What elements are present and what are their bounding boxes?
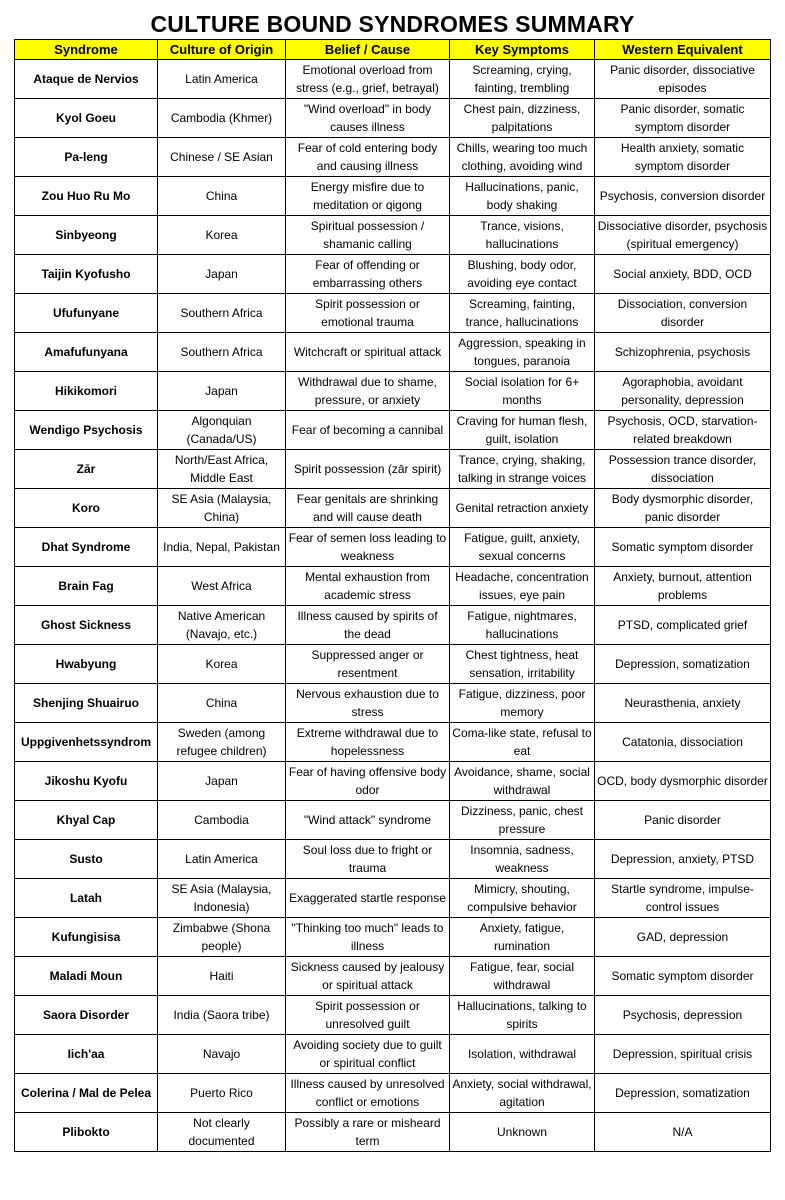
belief-cell: Withdrawal due to shame, pressure, or anxiety xyxy=(286,372,450,411)
symptoms-cell: Anxiety, social withdrawal, agitation xyxy=(450,1074,595,1113)
syndrome-cell: Ghost Sickness xyxy=(15,606,158,645)
syndrome-cell: Taijin Kyofusho xyxy=(15,255,158,294)
syndrome-cell: Plibokto xyxy=(15,1113,158,1152)
western-equivalent-cell: Depression, spiritual crisis xyxy=(595,1035,771,1074)
syndrome-cell: Susto xyxy=(15,840,158,879)
syndrome-cell: Jikoshu Kyofu xyxy=(15,762,158,801)
syndrome-cell: Saora Disorder xyxy=(15,996,158,1035)
culture-cell: India (Saora tribe) xyxy=(158,996,286,1035)
syndrome-cell: Dhat Syndrome xyxy=(15,528,158,567)
table-row xyxy=(15,255,771,294)
table-row xyxy=(15,1113,771,1152)
symptoms-cell: Hallucinations, panic, body shaking xyxy=(450,177,595,216)
table-row xyxy=(15,957,771,996)
symptoms-cell: Mimicry, shouting, compulsive behavior xyxy=(450,879,595,918)
header-culture-of-origin: Culture of Origin xyxy=(158,40,286,60)
western-equivalent-cell: OCD, body dysmorphic disorder xyxy=(595,762,771,801)
symptoms-cell: Headache, concentration issues, eye pain xyxy=(450,567,595,606)
western-equivalent-cell: GAD, depression xyxy=(595,918,771,957)
symptoms-cell: Genital retraction anxiety xyxy=(450,489,595,528)
syndrome-cell: Ataque de Nervios xyxy=(15,60,158,99)
western-equivalent-cell: Panic disorder, dissociative episodes xyxy=(595,60,771,99)
culture-cell: North/East Africa, Middle East xyxy=(158,450,286,489)
culture-cell: Latin America xyxy=(158,840,286,879)
table-row xyxy=(15,138,771,177)
culture-cell: China xyxy=(158,177,286,216)
belief-cell: Possibly a rare or misheard term xyxy=(286,1113,450,1152)
western-equivalent-cell: Possession trance disorder, dissociation xyxy=(595,450,771,489)
culture-cell: Latin America xyxy=(158,60,286,99)
syndrome-cell: Kyol Goeu xyxy=(15,99,158,138)
western-equivalent-cell: Dissociation, conversion disorder xyxy=(595,294,771,333)
belief-cell: "Wind overload" in body causes illness xyxy=(286,99,450,138)
belief-cell: Energy misfire due to meditation or qigong xyxy=(286,177,450,216)
western-equivalent-cell: Catatonia, dissociation xyxy=(595,723,771,762)
header-row xyxy=(15,40,771,60)
culture-cell: SE Asia (Malaysia, Indonesia) xyxy=(158,879,286,918)
western-equivalent-cell: Psychosis, conversion disorder xyxy=(595,177,771,216)
belief-cell: Illness caused by spirits of the dead xyxy=(286,606,450,645)
belief-cell: Fear of having offensive body odor xyxy=(286,762,450,801)
table-row xyxy=(15,333,771,372)
syndrome-cell: Uppgivenhetssyndrom xyxy=(15,723,158,762)
syndrome-cell: Kufungisisa xyxy=(15,918,158,957)
belief-cell: Fear of offending or embarrassing others xyxy=(286,255,450,294)
table-header xyxy=(15,40,771,60)
table-row xyxy=(15,606,771,645)
symptoms-cell: Trance, crying, shaking, talking in strange voices xyxy=(450,450,595,489)
syndrome-cell: Ufufunyane xyxy=(15,294,158,333)
syndrome-cell: Latah xyxy=(15,879,158,918)
western-equivalent-cell: PTSD, complicated grief xyxy=(595,606,771,645)
western-equivalent-cell: Dissociative disorder, psychosis (spiritual emergency) xyxy=(595,216,771,255)
symptoms-cell: Craving for human flesh, guilt, isolation xyxy=(450,411,595,450)
culture-cell: India, Nepal, Pakistan xyxy=(158,528,286,567)
belief-cell: Nervous exhaustion due to stress xyxy=(286,684,450,723)
belief-cell: Fear of cold entering body and causing illness xyxy=(286,138,450,177)
syndrome-cell: Sinbyeong xyxy=(15,216,158,255)
western-equivalent-cell: Depression, anxiety, PTSD xyxy=(595,840,771,879)
culture-cell: Korea xyxy=(158,645,286,684)
belief-cell: Spirit possession (zār spirit) xyxy=(286,450,450,489)
culture-cell: West Africa xyxy=(158,567,286,606)
belief-cell: Suppressed anger or resentment xyxy=(286,645,450,684)
syndrome-cell: Koro xyxy=(15,489,158,528)
belief-cell: Fear genitals are shrinking and will cause death xyxy=(286,489,450,528)
table-row xyxy=(15,99,771,138)
belief-cell: Extreme withdrawal due to hopelessness xyxy=(286,723,450,762)
symptoms-cell: Social isolation for 6+ months xyxy=(450,372,595,411)
culture-cell: Japan xyxy=(158,255,286,294)
table-row xyxy=(15,411,771,450)
symptoms-cell: Hallucinations, talking to spirits xyxy=(450,996,595,1035)
table-row xyxy=(15,996,771,1035)
syndromes-table xyxy=(14,39,771,1152)
culture-cell: Chinese / SE Asian xyxy=(158,138,286,177)
table-row xyxy=(15,294,771,333)
table-row xyxy=(15,879,771,918)
symptoms-cell: Coma-like state, refusal to eat xyxy=(450,723,595,762)
western-equivalent-cell: Social anxiety, BDD, OCD xyxy=(595,255,771,294)
symptoms-cell: Fatigue, dizziness, poor memory xyxy=(450,684,595,723)
table-row xyxy=(15,840,771,879)
belief-cell: "Thinking too much" leads to illness xyxy=(286,918,450,957)
culture-cell: Sweden (among refugee children) xyxy=(158,723,286,762)
culture-cell: China xyxy=(158,684,286,723)
symptoms-cell: Avoidance, shame, social withdrawal xyxy=(450,762,595,801)
western-equivalent-cell: Psychosis, depression xyxy=(595,996,771,1035)
culture-cell: Cambodia (Khmer) xyxy=(158,99,286,138)
culture-cell: Japan xyxy=(158,372,286,411)
symptoms-cell: Chest pain, dizziness, palpitations xyxy=(450,99,595,138)
culture-cell: Algonquian (Canada/US) xyxy=(158,411,286,450)
belief-cell: Emotional overload from stress (e.g., grief, betrayal) xyxy=(286,60,450,99)
symptoms-cell: Screaming, crying, fainting, trembling xyxy=(450,60,595,99)
culture-cell: Korea xyxy=(158,216,286,255)
western-equivalent-cell: Anxiety, burnout, attention problems xyxy=(595,567,771,606)
table-row xyxy=(15,372,771,411)
table-row xyxy=(15,762,771,801)
syndrome-cell: Zou Huo Ru Mo xyxy=(15,177,158,216)
table-row xyxy=(15,489,771,528)
syndrome-cell: Colerina / Mal de Pelea xyxy=(15,1074,158,1113)
western-equivalent-cell: Neurasthenia, anxiety xyxy=(595,684,771,723)
symptoms-cell: Trance, visions, hallucinations xyxy=(450,216,595,255)
belief-cell: Fear of semen loss leading to weakness xyxy=(286,528,450,567)
symptoms-cell: Fatigue, nightmares, hallucinations xyxy=(450,606,595,645)
header-key-symptoms: Key Symptoms xyxy=(450,40,595,60)
table-row xyxy=(15,801,771,840)
table-body xyxy=(15,60,771,1152)
western-equivalent-cell: N/A xyxy=(595,1113,771,1152)
table-row xyxy=(15,216,771,255)
syndrome-cell: Amafufunyana xyxy=(15,333,158,372)
syndrome-cell: Khyal Cap xyxy=(15,801,158,840)
symptoms-cell: Chest tightness, heat sensation, irritability xyxy=(450,645,595,684)
western-equivalent-cell: Startle syndrome, impulse-control issues xyxy=(595,879,771,918)
table-row xyxy=(15,528,771,567)
symptoms-cell: Dizziness, panic, chest pressure xyxy=(450,801,595,840)
table-row xyxy=(15,684,771,723)
culture-cell: Not clearly documented xyxy=(158,1113,286,1152)
western-equivalent-cell: Somatic symptom disorder xyxy=(595,957,771,996)
syndrome-cell: Hikikomori xyxy=(15,372,158,411)
symptoms-cell: Blushing, body odor, avoiding eye contact xyxy=(450,255,595,294)
document-title: CULTURE BOUND SYNDROMES SUMMARY xyxy=(150,11,635,37)
header-belief-cause: Belief / Cause xyxy=(286,40,450,60)
culture-cell: Zimbabwe (Shona people) xyxy=(158,918,286,957)
header-syndrome: Syndrome xyxy=(15,40,158,60)
syndrome-cell: Wendigo Psychosis xyxy=(15,411,158,450)
table-row xyxy=(15,567,771,606)
symptoms-cell: Aggression, speaking in tongues, paranoia xyxy=(450,333,595,372)
culture-cell: Southern Africa xyxy=(158,333,286,372)
syndrome-cell: Maladi Moun xyxy=(15,957,158,996)
culture-cell: Navajo xyxy=(158,1035,286,1074)
western-equivalent-cell: Somatic symptom disorder xyxy=(595,528,771,567)
table-row xyxy=(15,645,771,684)
syndrome-cell: Brain Fag xyxy=(15,567,158,606)
symptoms-cell: Screaming, fainting, trance, hallucinations xyxy=(450,294,595,333)
culture-cell: Southern Africa xyxy=(158,294,286,333)
header-western-equivalent: Western Equivalent xyxy=(595,40,771,60)
table-row xyxy=(15,1035,771,1074)
culture-cell: Haiti xyxy=(158,957,286,996)
belief-cell: Spirit possession or emotional trauma xyxy=(286,294,450,333)
syndrome-cell: Iich'aa xyxy=(15,1035,158,1074)
syndrome-cell: Hwabyung xyxy=(15,645,158,684)
belief-cell: Soul loss due to fright or trauma xyxy=(286,840,450,879)
belief-cell: Witchcraft or spiritual attack xyxy=(286,333,450,372)
symptoms-cell: Isolation, withdrawal xyxy=(450,1035,595,1074)
belief-cell: Avoiding society due to guilt or spiritual conflict xyxy=(286,1035,450,1074)
syndrome-cell: Shenjing Shuairuo xyxy=(15,684,158,723)
table-row xyxy=(15,450,771,489)
table-row xyxy=(15,177,771,216)
belief-cell: Sickness caused by jealousy or spiritual attack xyxy=(286,957,450,996)
belief-cell: Spirit possession or unresolved guilt xyxy=(286,996,450,1035)
belief-cell: Mental exhaustion from academic stress xyxy=(286,567,450,606)
belief-cell: Fear of becoming a cannibal xyxy=(286,411,450,450)
table-row xyxy=(15,1074,771,1113)
culture-cell: Native American (Navajo, etc.) xyxy=(158,606,286,645)
symptoms-cell: Unknown xyxy=(450,1113,595,1152)
western-equivalent-cell: Health anxiety, somatic symptom disorder xyxy=(595,138,771,177)
belief-cell: Spiritual possession / shamanic calling xyxy=(286,216,450,255)
symptoms-cell: Anxiety, fatigue, rumination xyxy=(450,918,595,957)
western-equivalent-cell: Psychosis, OCD, starvation-related breakdown xyxy=(595,411,771,450)
table-row xyxy=(15,723,771,762)
culture-cell: Puerto Rico xyxy=(158,1074,286,1113)
symptoms-cell: Fatigue, fear, social withdrawal xyxy=(450,957,595,996)
symptoms-cell: Insomnia, sadness, weakness xyxy=(450,840,595,879)
belief-cell: "Wind attack" syndrome xyxy=(286,801,450,840)
western-equivalent-cell: Agoraphobia, avoidant personality, depression xyxy=(595,372,771,411)
belief-cell: Exaggerated startle response xyxy=(286,879,450,918)
culture-cell: SE Asia (Malaysia, China) xyxy=(158,489,286,528)
western-equivalent-cell: Depression, somatization xyxy=(595,1074,771,1113)
western-equivalent-cell: Body dysmorphic disorder, panic disorder xyxy=(595,489,771,528)
symptoms-cell: Chills, wearing too much clothing, avoiding wind xyxy=(450,138,595,177)
syndrome-cell: Pa-leng xyxy=(15,138,158,177)
culture-cell: Cambodia xyxy=(158,801,286,840)
table-row xyxy=(15,60,771,99)
belief-cell: Illness caused by unresolved conflict or emotions xyxy=(286,1074,450,1113)
western-equivalent-cell: Depression, somatization xyxy=(595,645,771,684)
syndrome-cell: Zār xyxy=(15,450,158,489)
western-equivalent-cell: Schizophrenia, psychosis xyxy=(595,333,771,372)
symptoms-cell: Fatigue, guilt, anxiety, sexual concerns xyxy=(450,528,595,567)
western-equivalent-cell: Panic disorder xyxy=(595,801,771,840)
culture-cell: Japan xyxy=(158,762,286,801)
western-equivalent-cell: Panic disorder, somatic symptom disorder xyxy=(595,99,771,138)
table-row xyxy=(15,918,771,957)
